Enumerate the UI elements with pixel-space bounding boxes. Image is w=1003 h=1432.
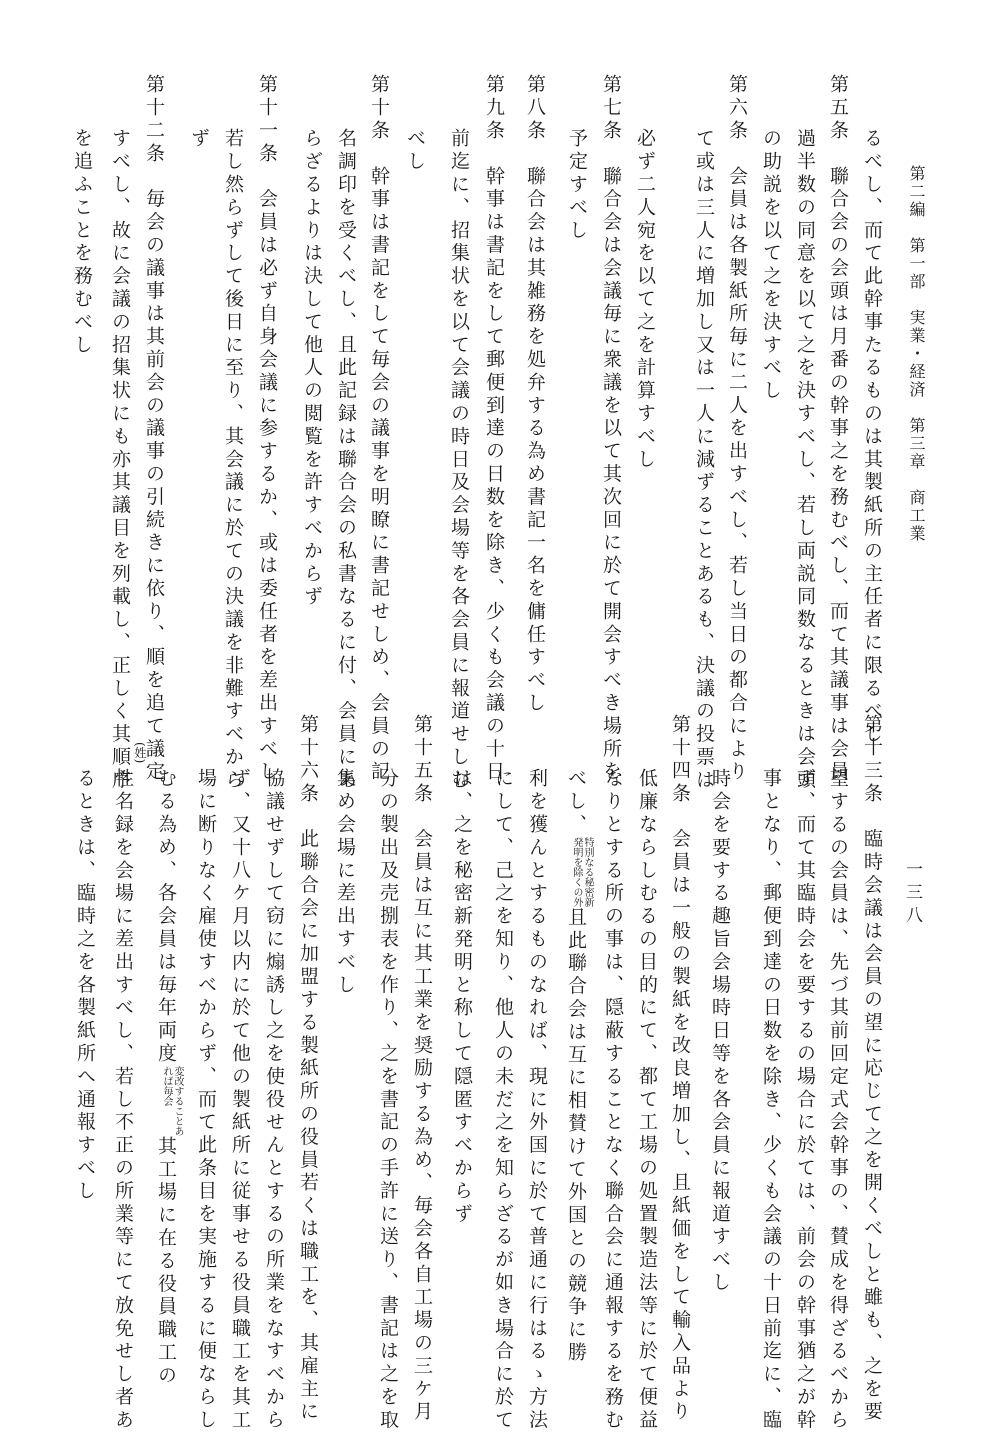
text-line: 第五条 聯合会の会頭は月番の幹事之を務むべし、而て其議事は会員	[827, 74, 849, 784]
text-line: 性名録を会場に差出すべし、若し不正の所業等にて放免せし者あ	[112, 768, 134, 1432]
text-line: 分の製出及売捌表を作り、之を書記の手許に送り、書記は之を取	[377, 768, 399, 1432]
text-line: らざるよりは決して他人の閲覧を許すべからず	[301, 128, 323, 609]
text-line: なりとする所の事は、隠蔽することなく聯合会に通報するを務む	[602, 768, 624, 1432]
text-line: 低廉ならしむるの目的にて、都て工場の処置製造法等に於て便益	[636, 768, 658, 1432]
text-line: 事となり、郵便到達の日数を除き、少くも会議の十日前迄に、臨	[760, 768, 782, 1432]
text-line: の助説を以て之を決すべし	[760, 128, 782, 403]
text-line: 第十三条 臨時会議は会員の望に応じて之を開くべしと雖も、之を要	[861, 714, 883, 1424]
page-number: 一三八	[902, 860, 922, 929]
inline-note-line: 発明を除くの外	[571, 836, 582, 907]
text-line: 第十六条 此聯合会に加盟する製紙所の役員若くは職工を、其雇主に	[297, 714, 319, 1424]
text-line: ず、又十八ケ月以内に於て他の製紙所に従事せる役員職工を其工	[229, 768, 251, 1432]
text-line: 第十条 幹事は書記をして毎会の議事を明瞭に書記せしめ、会員の記	[368, 74, 390, 784]
text-line: 過半数の同意を以て之を決すべし、若し両説同数なるときは会頭	[794, 128, 816, 793]
text-line: 必ず二人宛を以て之を計算すべし	[634, 128, 656, 472]
text-line: 第六条 会員は各製紙所毎に二人を出すべし、若し当日の都合により	[726, 74, 748, 784]
text-line	[565, 768, 593, 1365]
text-line: 名調印を受くべし、且此記録は聯合会の私書なるに付、会員にあ	[335, 128, 357, 793]
line-text: むる為め、各会員は毎年両度	[155, 768, 177, 1066]
text-line: るべし、而て此幹事たるものは其製紙所の主任者に限るべし	[861, 128, 883, 747]
line-text: 其工場に在る役員職工の	[155, 1135, 177, 1388]
text-line: 望するの会員は、先づ其前回定式会幹事の、賛成を得ざるべから	[827, 768, 849, 1432]
text-line: るときは、臨時之を各製紙所へ通報すべし	[74, 768, 96, 1204]
inline-note	[571, 837, 593, 907]
text-line: 予定すべし	[566, 128, 588, 243]
line-text: べし、	[565, 768, 587, 837]
text-line: 利を獲んとするものなれば、現に外国に於て普通に行はるゝ方法	[526, 768, 548, 1432]
correction-mark: (姓)	[133, 742, 147, 764]
text-line: 第十一条 会員は必ず自身会議に参するか、或は委任者を差出すべし	[256, 74, 278, 784]
text-line: 若し然らずして後日に至り、其会議に於ての決議を非難すべから	[222, 128, 244, 793]
text-line: は、之を秘密新発明と称して隠匿すべからず	[451, 768, 473, 1226]
text-line	[155, 768, 183, 1388]
text-line: 第十四条 会員は一般の製紙を改良増加し、且紙価をして輸入品より	[669, 714, 691, 1424]
text-line: 集め会場に差出すべし	[334, 768, 356, 997]
text-line: ず	[188, 128, 210, 151]
inline-note-line: れば毎会	[161, 1065, 172, 1106]
line-text: 且此聯合会は互に相賛けて外国との競争に勝	[565, 906, 587, 1365]
text-line: を追ふことを務むべし	[71, 128, 93, 357]
text-line: 場に断りなく雇使すべからず、而て此条目を実施するに便ならし	[195, 768, 217, 1432]
text-line: 前迄に、招集状を以て会議の時日及会場等を各会員に報道せしむ	[448, 128, 470, 793]
text-line: 時会を要する趣旨会場時日等を各会員に報道すべし	[709, 768, 731, 1295]
text-line: ず、而て其臨時会を要するの場合に於ては、前会の幹事猶之が幹	[794, 768, 816, 1432]
running-head: 第二編 第一部 実業・経済 第三章 商工業	[907, 165, 926, 543]
text-line: て或は三人に増加し又は一人に減ずることあるも、決議の投票は	[693, 128, 715, 793]
text-line: 第八条 聯合会は其雑務を処弁する為め書記一名を傭任すべし	[524, 74, 546, 716]
text-line: 第十五条 会員は互に其工業を奨励する為め、毎会各自工場の三ケ月	[411, 714, 433, 1424]
text-line: にして、己之を知り、他人の未だ之を知らざるが如き場合に於て	[492, 768, 514, 1432]
text-line: べし	[404, 128, 426, 174]
text-line: 第九条 幹事は書記をして郵便到達の日数を除き、少くも会議の十日	[483, 74, 505, 784]
inline-note	[161, 1066, 183, 1136]
text-line: 第七条 聯合会は会議毎に衆議を以て其次回に於て開会すべき場所を	[600, 74, 622, 784]
text-line: 第十二条 毎会の議事は其前会の議事の引続きに依り、順を追て議定	[143, 74, 165, 784]
inline-note-line: 変改することあ	[172, 1065, 183, 1136]
text-line: 協議せずして窃に煽誘し之を使役せんとするの所業をなすべから	[263, 768, 285, 1432]
text-line: すべし、故に会議の招集状にも亦其議目を列載し、正しく其順序	[109, 128, 131, 793]
inline-note-line: 特別なる秘密新	[582, 836, 593, 907]
